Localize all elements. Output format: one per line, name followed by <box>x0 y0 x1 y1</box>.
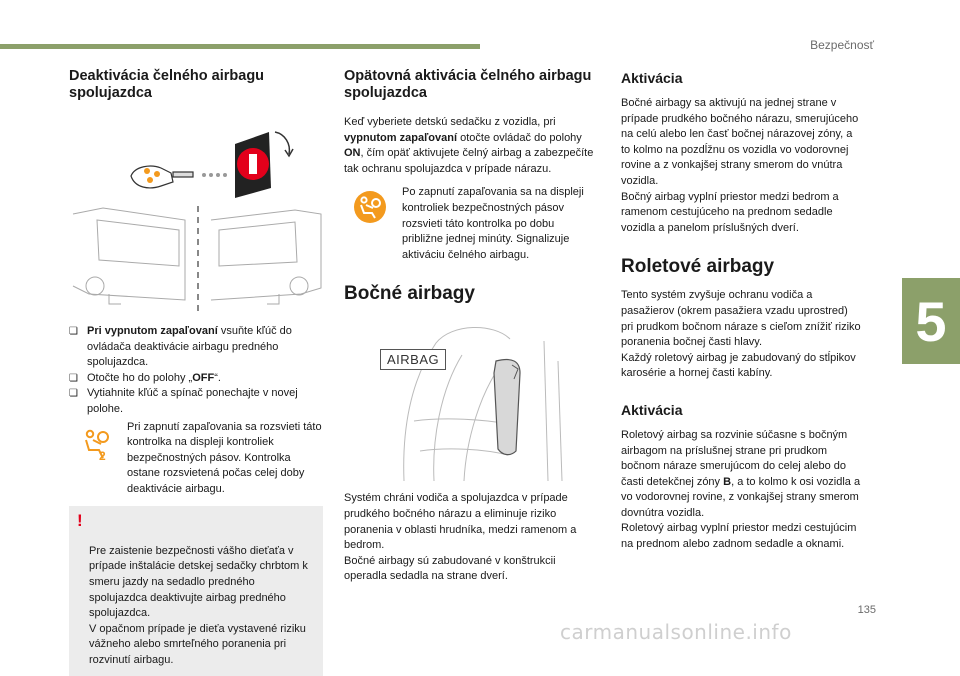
reactivation-heading: Opätovná aktivácia čelného airbagu spolujazdca <box>344 68 592 101</box>
watermark: carmanualsonline.info <box>560 620 792 644</box>
child-seat-warning: ! Pre zaistenie bezpečnosti vášho dieťaťa v prípade inštalácie detskej sedačky chrbtom k smeru jazdy na sedadlo predného spolujazdca deaktivujte airbag predného spolujazdca. V opačnom prípade je dieťa vystavené riziku vážneho alebo smrteľného poranenia pri rozvinutí airbagu. <box>69 506 323 676</box>
dashboard-key-switch-illustration <box>69 116 323 314</box>
bullet-marker-icon: ❏ <box>69 372 78 384</box>
curtain-activation-text: Roletový airbag sa rozvinie súčasne s bočným airbagom na príslušnej strane pri prudkom bočnom náraze smerujúcom do celej alebo do časti detekčnej zóny B, a to kolmo k osi vozidla a vo vodorovnej rovine, z vonkajšej strany smerom dovnútra vozidla. Roletový airbag vyplní priestor medzi cestujúcim na prednom alebo zadnom sedadle a oknami. <box>621 428 861 551</box>
step-insert-key: ❏ Pri vypnutom zapaľovaní vsuňte kľúč do ovládača deaktivácie airbagu predného spolujazdca. <box>69 325 292 369</box>
reactivation-text: Keď vyberiete detskú sedačku z vozidla, pri vypnutom zapaľovaní otočte ovládač do polohy ON, čím opäť aktivujete čelný airbag a zabezpečíte tak ochranu spolujazdca v prípade nárazu. <box>344 116 594 175</box>
airbag-label: AIRBAG <box>380 349 446 370</box>
section-title: Bezpečnosť <box>810 38 874 52</box>
column-activation-curtain <box>621 68 861 553</box>
activation-text: Bočné airbagy sa aktivujú na jednej strane v prípade prudkého bočného nárazu, smerujúceho na celú alebo len časť bočnej nárazovej zóny, a to kolmo na pozdĺžnu os vozidla vo vodorovnej rovine a z vonkajšej strany smerom do vnútra vozidla. Bočný airbag vyplní priestor medzi bedrom a ramenom cestujúceho na prednom sedadle vozidla a panelom príslušných dverí. <box>621 97 859 234</box>
bullet-marker-icon: ❏ <box>69 326 78 337</box>
column-reactivation <box>344 68 598 585</box>
side-airbags-heading: Bočné airbagy <box>344 283 475 305</box>
side-airbag-illustration <box>344 321 598 481</box>
column-deactivation <box>69 68 323 676</box>
curtain-airbags-heading: Roletové airbagy <box>621 256 775 278</box>
airbag-switch-illustration <box>69 116 323 314</box>
deactivation-heading: Deaktivácia čelného airbagu spolujazdca <box>69 68 265 101</box>
side-airbags-text: Systém chráni vodiča a spolujazdca v prípade prudkého bočného nárazu a eliminuje riziko poranenia v oblasti hrudníka, medzi ramenom a bedrom. Bočné airbagy sú zabudované v konštrukcii operadla sedadla na strane dverí. <box>344 492 577 583</box>
header-accent-bar <box>0 44 480 49</box>
curtain-activation-heading: Aktivácia <box>621 401 683 418</box>
deactivation-warning-lamp-note: 2 Pri zapnutí zapaľovania sa rozsvieti táto kontrolka na displeji kontroliek bezpečnostných pásov. Kontrolka ostane rozsvietená počas celej doby deaktivácie airbagu. <box>69 420 323 498</box>
seat-airbag-illustration <box>344 321 598 481</box>
bullet-marker-icon: ❏ <box>69 388 78 400</box>
curtain-airbags-text: Tento systém zvyšuje ochranu vodiča a pasažierov (okrem pasažiera vzadu uprostred) pri prudkom bočnom náraze s cieľom znížiť riziko poranenia bočnej časti hlavy. Každý roletový airbag je zabudovaný do stĺpikov karosérie a hornej časti kabíny. <box>621 289 861 380</box>
svg-text:2: 2 <box>99 448 106 463</box>
warning-exclamation-icon: ! <box>77 510 83 530</box>
reactivation-lamp-note: Po zapnutí zapaľovania sa na displeji kontroliek bezpečnostných pásov rozsvieti táto kontrolka po dobu približne jednej minúty. Signalizuje aktiváciu čelného airbagu. <box>344 185 598 263</box>
step-remove-key: ❏ Vytiahnite kľúč a spínač ponechajte v novej polohe. <box>69 387 298 415</box>
airbag-on-lamp-icon <box>352 189 388 225</box>
step-turn-off: ❏ Otočte ho do polohy „OFF“. <box>69 371 323 387</box>
airbag-off-lamp-icon <box>77 426 113 462</box>
activation-heading: Aktivácia <box>621 70 683 86</box>
chapter-tab[interactable]: 5 <box>902 278 960 364</box>
page-number: 135 <box>857 604 876 616</box>
